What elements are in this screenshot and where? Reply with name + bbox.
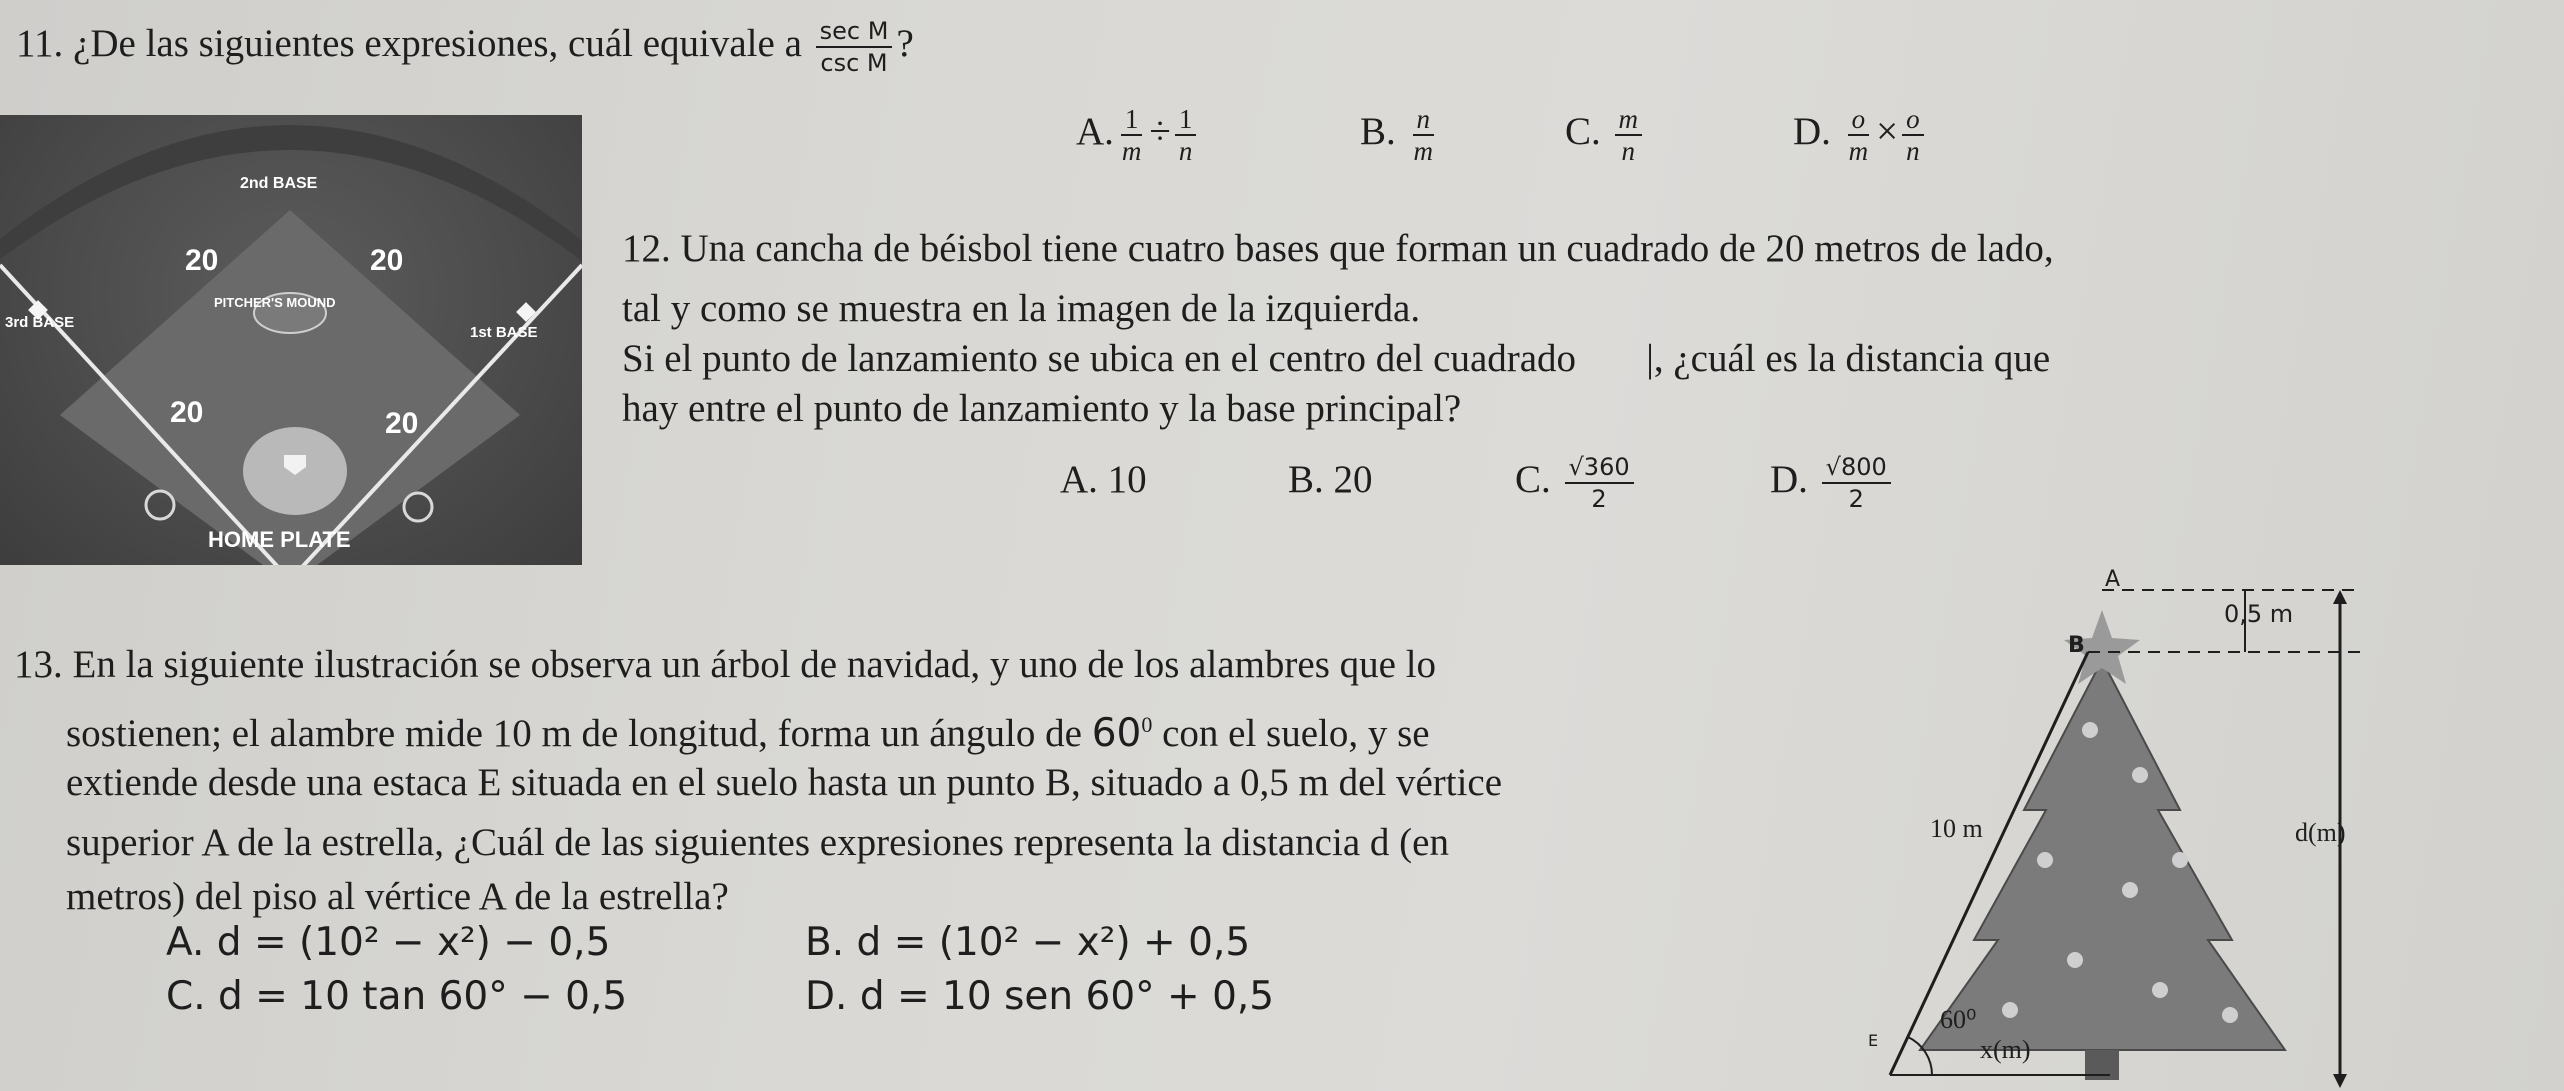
question-12-line-1: 12. Una cancha de béisbol tiene cuatro bases que forman un cuadrado de 20 metros de lado,	[622, 227, 2054, 270]
question-12-line-3: Si el punto de lanzamiento se ubica en el centro del cuadrado |, ¿cuál es la distancia que	[622, 337, 2051, 380]
label-gap: 0,5 m	[2224, 600, 2294, 628]
label-second-base: 2nd BASE	[240, 175, 318, 192]
ornament	[2002, 1002, 2018, 1018]
label-third-base: 3rd BASE	[5, 314, 75, 331]
label-pitchers-mound: PITCHER'S MOUND	[214, 295, 336, 310]
label-first-base: 1st BASE	[470, 324, 538, 341]
q11-sec-csc-fraction: $\frac{\text{sec M}}{\text{csc M}}$	[816, 16, 893, 78]
label-b: B	[2068, 633, 2085, 658]
label-angle: 60⁰	[1940, 1005, 1977, 1034]
on-deck-circle-left	[146, 491, 174, 519]
question-13-line-5: metros) del piso al vértice A de la estrella?	[66, 875, 729, 918]
q11-option-c: C. $\frac{m}{n}$	[1565, 104, 1646, 166]
question-12-line-4: hay entre el punto de lanzamiento y la base principal?	[622, 387, 1462, 430]
q13-option-c: C. d = 10 tan 60° − 0,5	[166, 974, 628, 1019]
ornament	[2082, 722, 2098, 738]
q11-option-b: B. $\frac{n}{m}$	[1360, 104, 1434, 166]
ornament	[2067, 952, 2083, 968]
question-11-stem: 11. ¿De las siguientes expresiones, cuál equivale a $\frac{\text{sec M}}{\text{csc M}}$ ?	[16, 17, 914, 77]
label-20-bottom-right: 20	[385, 407, 419, 440]
label-e: E	[1868, 1031, 1879, 1050]
label-x: x(m)	[1980, 1035, 2031, 1064]
label-wire-length: 10 m	[1930, 814, 1983, 843]
question-13-line-2: sostienen; el alambre mide 10 m de longitud, forma un ángulo de $60^0$ con el suelo, y se	[66, 711, 1430, 756]
ornament	[2132, 767, 2148, 783]
question-13-line-3: extiende desde una estaca E situada en el suelo hasta un punto B, situado a 0,5 m del vértice	[66, 761, 1503, 804]
label-home-plate: HOME PLATE	[208, 527, 351, 552]
label-d: d(m)	[2295, 818, 2346, 847]
q13-option-b: B. d = (10² − x²) + 0,5	[805, 920, 1251, 965]
q12-option-d: D. $\frac{√800}{2}$	[1770, 452, 1895, 514]
tree-body	[1920, 660, 2285, 1050]
arrow-up-icon	[2333, 590, 2347, 604]
arrow-down-icon	[2333, 1074, 2347, 1088]
q11-option-a: A. $\frac{1}{m}$ ÷ $\frac{1}{n}$	[1076, 104, 1200, 166]
q13-option-a: A. d = (10² − x²) − 0,5	[166, 920, 611, 965]
on-deck-circle-right	[404, 493, 432, 521]
question-13-line-1: 13. En la siguiente ilustración se observa un árbol de navidad, y uno de los alambres que lo	[14, 643, 1437, 686]
christmas-tree-diagram	[1840, 560, 2400, 1090]
q13-option-d: D. d = 10 sen 60° + 0,5	[805, 974, 1275, 1019]
baseball-field-drawing	[0, 115, 582, 565]
question-12-line-2: tal y como se muestra en la imagen de la izquierda.	[622, 287, 1421, 330]
ornament	[2152, 982, 2168, 998]
ornament	[2222, 1007, 2238, 1023]
q12-option-a: A. 10	[1060, 458, 1147, 501]
label-20-top-left: 20	[185, 244, 219, 277]
q12-option-c: C. $\frac{√360}{2}$	[1515, 452, 1638, 514]
question-13-line-4: superior A de la estrella, ¿Cuál de las siguientes expresiones representa la distancia d (en	[66, 821, 1449, 864]
baseball-field-image	[0, 115, 582, 565]
label-a: A	[2105, 567, 2121, 592]
ornament	[2172, 852, 2188, 868]
label-20-bottom-left: 20	[170, 396, 204, 429]
ornament	[2122, 882, 2138, 898]
label-20-top-right: 20	[370, 244, 404, 277]
ornament	[2037, 852, 2053, 868]
q12-option-b: B. 20	[1288, 458, 1373, 501]
q11-option-d: D. $\frac{o}{m}$ × $\frac{o}{n}$	[1793, 104, 1928, 166]
